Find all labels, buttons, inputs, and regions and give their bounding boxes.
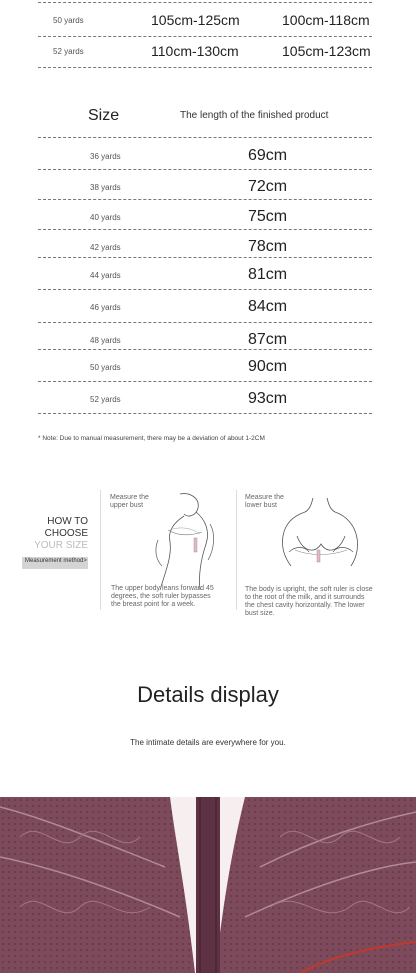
heading-line: HOW TO xyxy=(47,516,88,527)
details-title: Details display xyxy=(137,682,279,707)
divider xyxy=(38,289,372,290)
divider xyxy=(38,36,372,37)
lower-bust-description: The body is upright, the soft ruler is close to the root of the milk, and it surrounds the chest cavity horizontally. The lower bust size. xyxy=(245,586,373,618)
heading-line: CHOOSE xyxy=(44,528,88,539)
size-label: 50 yards xyxy=(90,363,121,372)
divider xyxy=(236,490,237,610)
length-value: 72cm xyxy=(248,178,288,195)
underbust-range: 100cm-118cm xyxy=(282,12,370,28)
divider xyxy=(38,322,372,323)
length-value: 81cm xyxy=(248,266,288,283)
divider xyxy=(38,199,372,200)
how-to-heading xyxy=(20,516,88,552)
divider xyxy=(38,169,372,170)
method-tag-label: Measurement method> xyxy=(25,558,87,564)
size-label: 52 yards xyxy=(90,395,121,404)
upper-bust-title: Measure the upper bust xyxy=(110,494,149,510)
size-label: 44 yards xyxy=(90,271,121,280)
size-label: 48 yards xyxy=(90,336,121,345)
size-label: 46 yards xyxy=(90,303,121,312)
measurement-note: * Note: Due to manual measurement, there may be a deviation of about 1-2CM xyxy=(38,435,265,442)
lower-bust-title: Measure the lower bust xyxy=(245,494,284,510)
upper-bust-description: The upper body leans forward 45 degrees, the soft ruler bypasses the breast point for a week. xyxy=(111,585,214,609)
size-label: 42 yards xyxy=(90,243,121,252)
column-header-length: The length of the finished product xyxy=(180,110,329,121)
length-value: 78cm xyxy=(248,238,288,255)
divider xyxy=(38,229,372,230)
lace-fabric-photo xyxy=(0,797,416,973)
lower-bust-illustration xyxy=(275,496,365,586)
method-tag xyxy=(22,557,88,569)
underbust-range: 105cm-123cm xyxy=(282,43,371,59)
divider xyxy=(38,413,372,414)
bust-range: 105cm-125cm xyxy=(151,12,240,28)
divider xyxy=(38,257,372,258)
upper-bust-illustration xyxy=(150,490,220,595)
size-label: 50 yards xyxy=(53,16,84,25)
divider xyxy=(38,381,372,382)
details-subtitle: The intimate details are everywhere for you. xyxy=(130,738,286,747)
divider xyxy=(38,137,372,138)
divider xyxy=(38,349,372,350)
size-label: 36 yards xyxy=(90,152,121,161)
size-label: 40 yards xyxy=(90,213,121,222)
column-header-size: Size xyxy=(88,107,120,124)
divider xyxy=(38,2,372,3)
size-label: 52 yards xyxy=(53,47,84,56)
length-value: 90cm xyxy=(248,358,288,375)
bust-range: 110cm-130cm xyxy=(151,43,239,59)
divider xyxy=(38,67,372,68)
length-value: 93cm xyxy=(248,390,288,407)
size-label: 38 yards xyxy=(90,183,121,192)
length-value: 87cm xyxy=(248,331,288,348)
length-value: 75cm xyxy=(248,208,288,225)
length-value: 84cm xyxy=(248,298,288,315)
length-value: 69cm xyxy=(248,147,288,164)
divider xyxy=(100,490,101,610)
heading-line: YOUR SIZE xyxy=(34,540,88,551)
